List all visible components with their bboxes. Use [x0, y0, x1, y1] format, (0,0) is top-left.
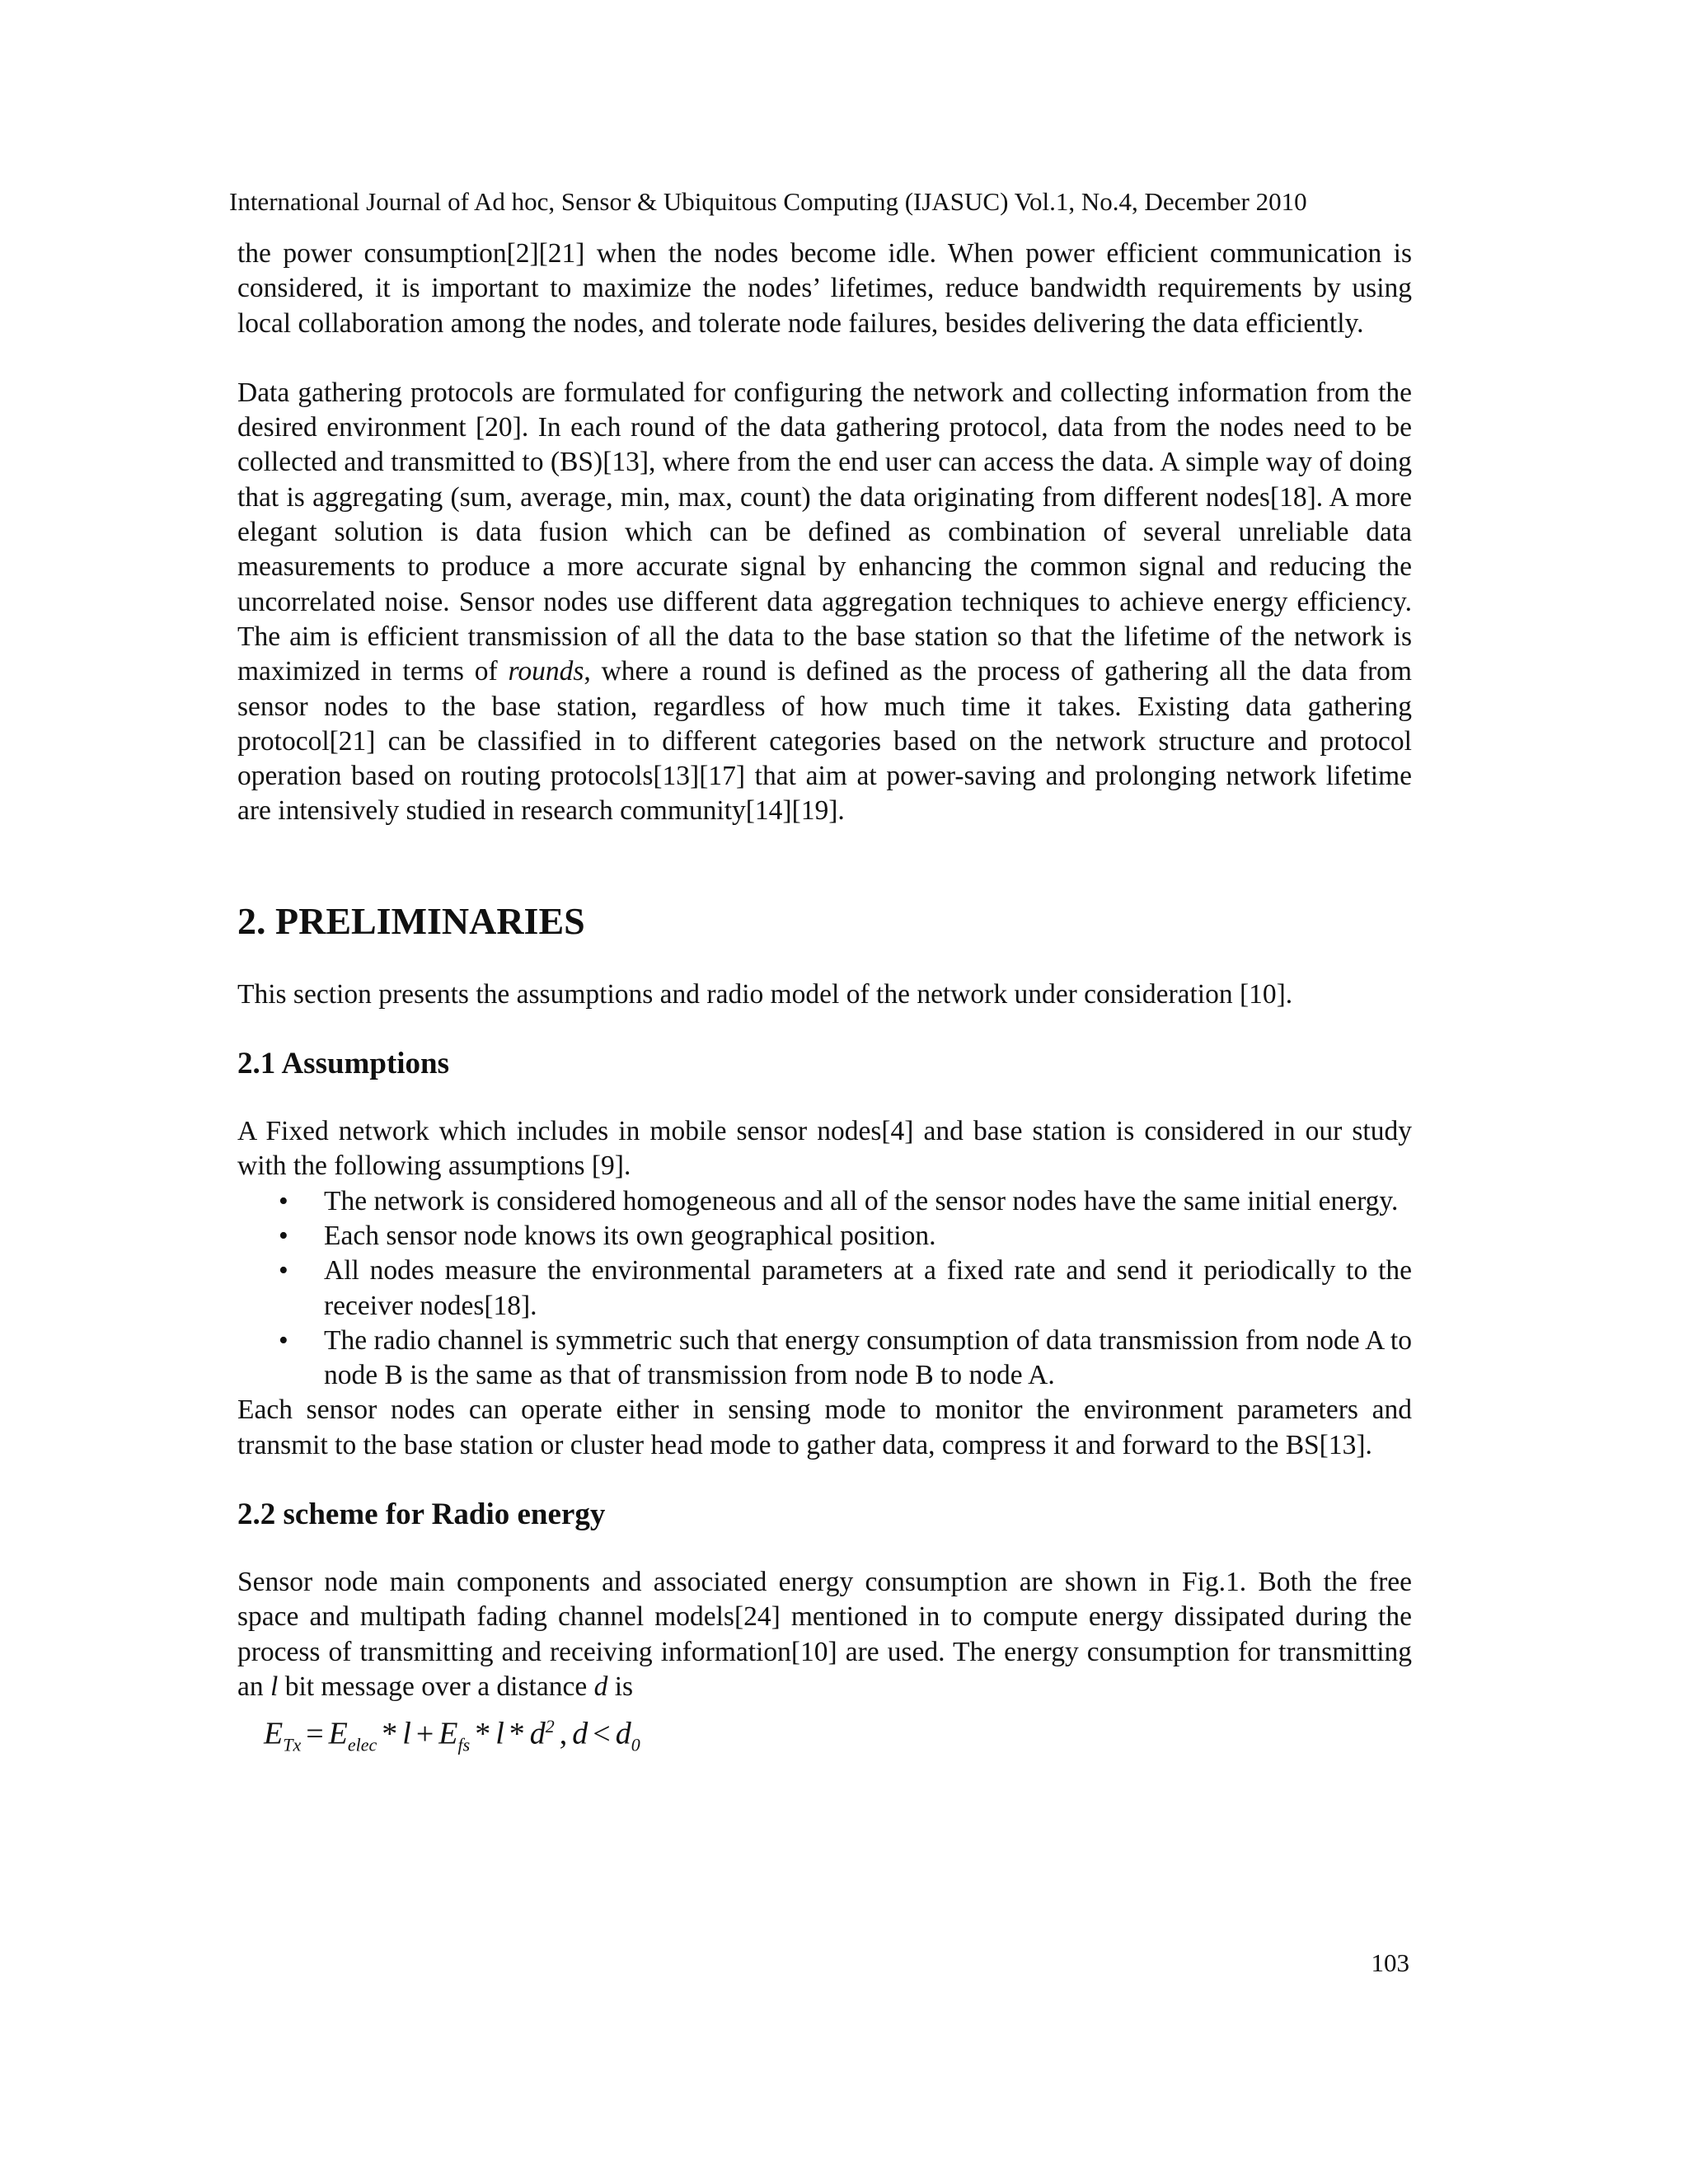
- list-item-text: All nodes measure the environmental parameters at a fixed rate and send it periodically to the receiver nodes[18].: [324, 1255, 1412, 1321]
- formula-symbol-e: E: [328, 1716, 348, 1751]
- formula-times: *: [475, 1716, 491, 1751]
- paragraph-assumptions-intro: A Fixed network which includes in mobile sensor nodes[4] and base station is considered in our study with the following assumptions [9].: [237, 1116, 1412, 1182]
- section-heading-preliminaries: 2. PRELIMINARIES: [237, 899, 585, 942]
- assumptions-list: [237, 1184, 1412, 1394]
- formula-subscript-elec: elec: [347, 1734, 377, 1755]
- formula-symbol-l: l: [495, 1716, 504, 1751]
- formula-subscript-0: 0: [631, 1734, 640, 1755]
- variable-l: l: [270, 1671, 279, 1702]
- journal-header: International Journal of Ad hoc, Sensor & Ubiquitous Computing (IJASUC) Vol.1, No.4, December 2010: [229, 187, 1307, 216]
- list-item: [237, 1184, 1412, 1219]
- paragraph-data-gathering: [237, 376, 1412, 829]
- paragraph-radio-model-part3: is: [607, 1671, 634, 1702]
- list-item: [237, 1324, 1412, 1394]
- formula-symbol-e: E: [264, 1716, 284, 1751]
- formula-equals: =: [306, 1716, 324, 1751]
- page-number: 103: [1371, 1948, 1409, 1977]
- paragraph-section-intro: This section presents the assumptions and radio model of the network under consideration [10].: [237, 978, 1293, 1010]
- bullet-icon: •: [279, 1220, 288, 1251]
- bullet-icon: •: [279, 1255, 288, 1286]
- paragraph-data-gathering-part2: , where a round is defined as the process of gathering all the data from sensor nodes to the base station, regardless of how much time it takes. Existing data gathering protocol[21] can be classified in to different categories based on the network structure and protocol operation based on routing protocols[13][17] that aim at power-saving and prolonging network lifetime are intensively studied in research community[14][19].: [237, 656, 1412, 827]
- paragraph-radio-model-part1: Sensor node main components and associated energy consumption are shown in Fig.1. Both the free space and multipath fading channel models[24] mentioned in to compute energy dissipated during the process of transmitting and receiving information[10] are used. The energy consumption for transmitting an: [237, 1567, 1412, 1702]
- formula-symbol-d: d: [615, 1716, 631, 1751]
- formula-times: *: [382, 1716, 398, 1751]
- italic-term-rounds: rounds: [508, 656, 584, 687]
- formula-symbol-d: d: [572, 1716, 588, 1751]
- variable-d: d: [593, 1671, 608, 1702]
- formula-times: *: [509, 1716, 525, 1751]
- bullet-icon: •: [279, 1324, 288, 1356]
- formula-less-than: <: [593, 1716, 611, 1751]
- page-content: [237, 237, 1412, 1765]
- list-item-text: The network is considered homogeneous and all of the sensor nodes have the same initial energy.: [324, 1185, 1399, 1216]
- formula-plus: +: [415, 1716, 434, 1751]
- formula-subscript-tx: Tx: [283, 1734, 302, 1755]
- paragraph-sensing-modes: Each sensor nodes can operate either in sensing mode to monitor the environment parameters and transmit to the base station or cluster head mode to gather data, compress it and forward to the BS[13].: [237, 1394, 1412, 1460]
- formula-superscript-2: 2: [545, 1716, 555, 1737]
- subsection-heading-radio-energy: 2.2 scheme for Radio energy: [237, 1497, 606, 1532]
- paragraph-power-consumption: the power consumption[2][21] when the nodes become idle. When power efficient communication is considered, it is important to maximize the nodes’ lifetimes, reduce bandwidth requirements by using local collaboration among the nodes, and tolerate node failures, besides delivering the data efficiently.: [237, 238, 1412, 339]
- list-item: [237, 1219, 1412, 1254]
- formula-comma: ,: [559, 1716, 568, 1751]
- energy-transmit-formula: [264, 1706, 1412, 1765]
- formula-symbol-d: d: [529, 1716, 546, 1751]
- paragraph-radio-model-part2: bit message over a distance: [278, 1671, 594, 1702]
- list-item-text: The radio channel is symmetric such that energy consumption of data transmission from node A to node B is the same as that of transmission from node B to node A.: [324, 1324, 1412, 1391]
- paragraph-radio-model: [237, 1565, 1412, 1704]
- formula-subscript-fs: fs: [457, 1734, 471, 1755]
- paragraph-data-gathering-part1: Data gathering protocols are formulated for configuring the network and collecting information from the desired environment [20]. In each round of the data gathering protocol, data from the nodes need to be collected and transmitted to (BS)[13], where from the end user can access the data. A simple way of doing that is aggregating (sum, average, min, max, count) the data originating from different nodes[18]. A more elegant solution is data fusion which can be defined as combination of several unreliable data measurements to produce a more accurate signal by enhancing the common signal and reducing the uncorrelated noise. Sensor nodes use different data aggregation techniques to achieve energy efficiency. The aim is efficient transmission of all the data to the base station so that the lifetime of the network is maximized in terms of: [237, 377, 1412, 687]
- list-item-text: Each sensor node knows its own geographical position.: [324, 1220, 936, 1251]
- formula-symbol-l: l: [402, 1716, 411, 1751]
- subsection-heading-assumptions: 2.1 Assumptions: [237, 1047, 450, 1081]
- list-item: [237, 1254, 1412, 1324]
- formula-symbol-e: E: [438, 1716, 458, 1751]
- bullet-icon: •: [279, 1185, 288, 1216]
